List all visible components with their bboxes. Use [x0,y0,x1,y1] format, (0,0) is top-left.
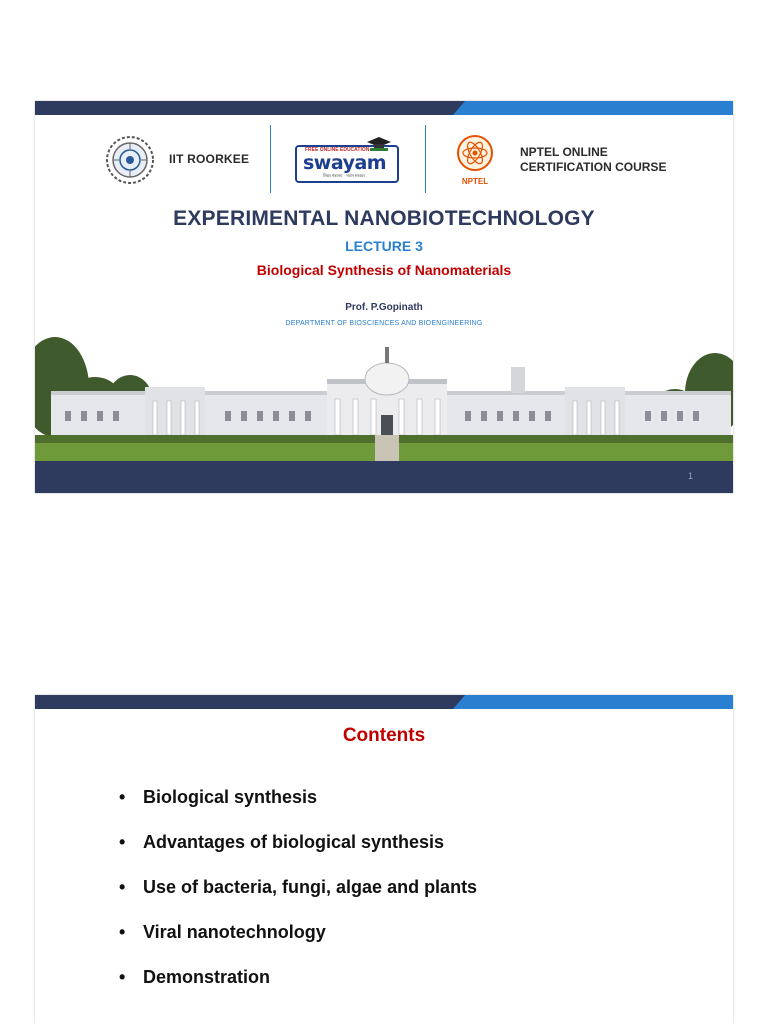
nptel-emblem-text: NPTEL [461,177,489,186]
nptel-line-1: NPTEL ONLINE [520,145,608,159]
top-bar-accent [453,695,733,709]
list-item-text: Biological synthesis [143,787,318,807]
list-item-text: Viral nanotechnology [143,922,326,942]
list-item-text: Demonstration [143,967,271,987]
nptel-emblem-icon [455,133,495,189]
list-item-text: Use of bacteria, fungi, algae and plants [143,877,478,897]
lecture-number: LECTURE 3 [345,238,423,254]
list-item [119,967,477,1012]
slide-number: 1 [687,471,693,481]
top-bar [35,101,733,115]
bullet-icon: • [119,967,126,987]
bullet-icon: • [119,922,126,942]
list-item [119,832,477,877]
swayam-subtext: शिक्षा मंत्रालय · भारत सरकार [323,173,365,178]
swayam-tagline: FREE ONLINE EDUCATION [305,147,370,153]
swayam-wordmark: swayam [303,152,387,174]
logo-divider [270,125,271,193]
bullet-icon: • [119,832,126,852]
iit-roorkee-label: IIT ROORKEE [169,152,250,166]
list-item-text: Advantages of biological synthesis [143,832,445,852]
nptel-line-2: CERTIFICATION COURSE [520,160,667,174]
title-slide [35,101,733,493]
bullet-icon: • [119,877,126,897]
top-bar-accent [453,101,733,115]
contents-slide [35,695,733,1024]
logo-divider [425,125,426,193]
bottom-bar [35,461,733,493]
professor-name: Prof. P.Gopinath [345,302,423,313]
list-item [119,922,477,967]
lecture-topic: Biological Synthesis of Nanomaterials [256,262,512,278]
course-title: EXPERIMENTAL NANOBIOTECHNOLOGY [173,207,595,230]
logo-row [35,123,733,195]
contents-heading: Contents [342,725,426,746]
list-item [119,877,477,922]
campus-building-photo [35,327,733,461]
nptel-label [520,145,666,175]
graduation-cap-icon [365,136,393,152]
iit-roorkee-emblem-icon [105,135,155,185]
bullet-icon: • [119,787,126,807]
department-name: DEPARTMENT OF BIOSCIENCES AND BIOENGINEERING [285,320,483,327]
top-bar [35,695,733,709]
contents-list [119,787,477,1012]
list-item [119,787,477,832]
